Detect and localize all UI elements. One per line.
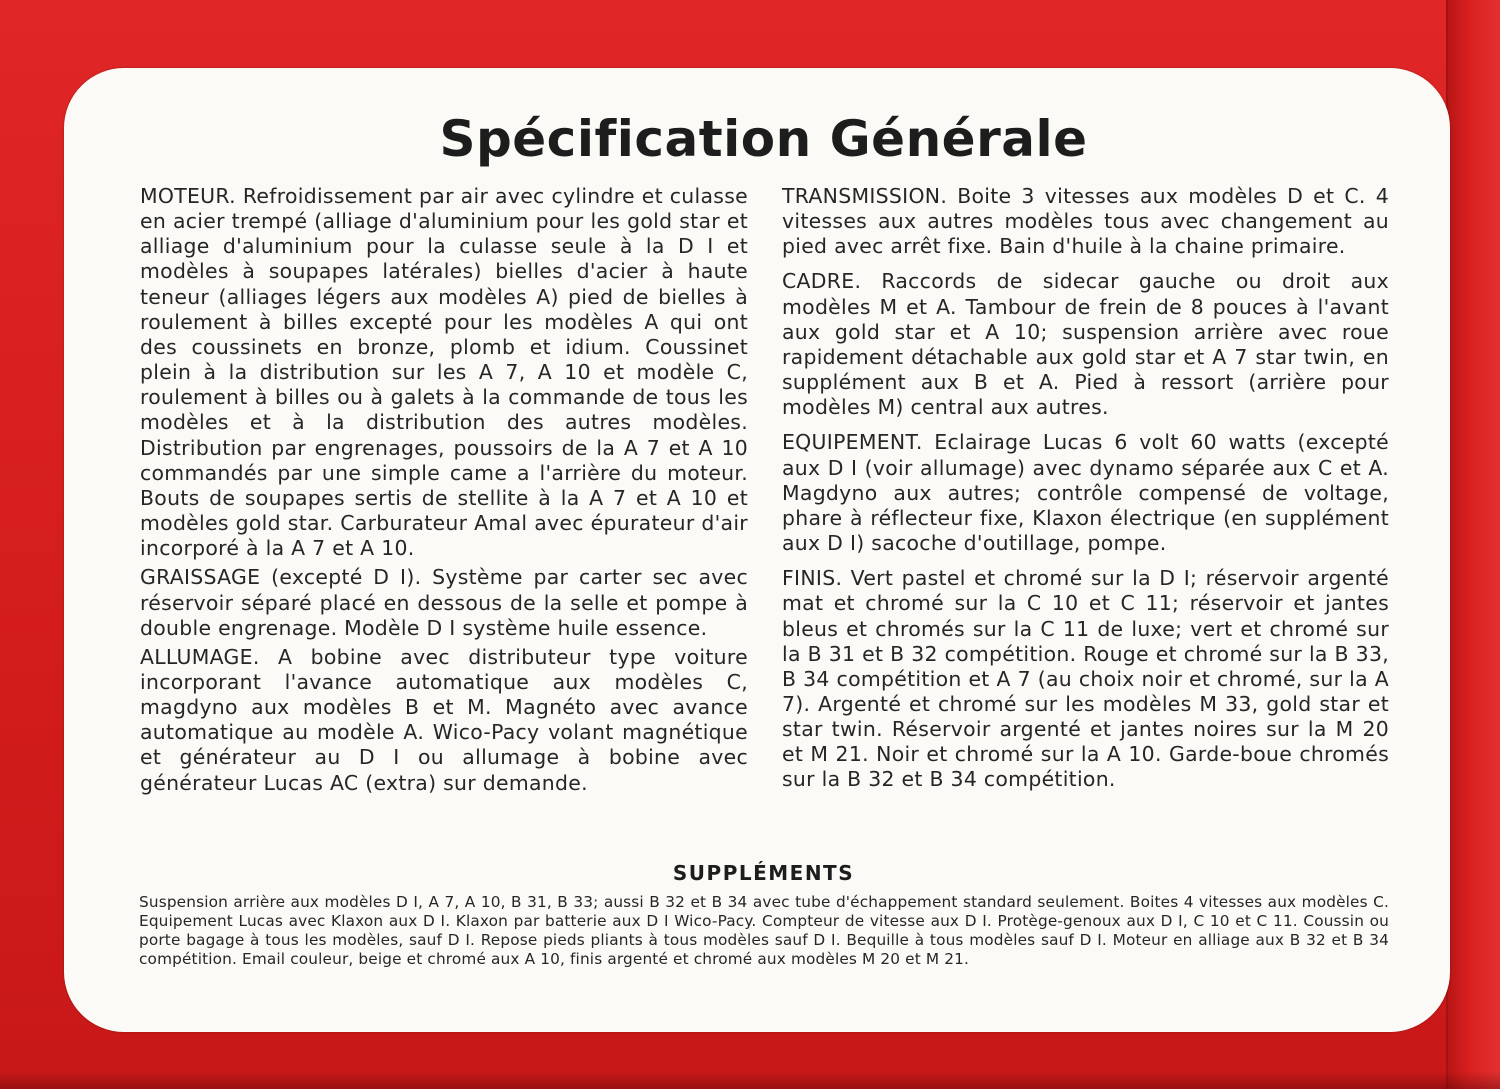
- section-text-equipement: Eclairage Lucas 6 volt 60 watts (excepté aux D I (voir allumage) avec dynamo séparée aux C et A. Magdyno aux autres; contrôle compensé de voltage, phare à réflecteur fixe, Klaxon électrique (en supplément aux D I) sacoche d'outillage, pompe.: [782, 430, 1389, 556]
- section-heading-cadre: CADRE.: [782, 269, 862, 294]
- supplements-text: Suspension arrière aux modèles D I, A 7, A 10, B 31, B 33; aussi B 32 et B 34 avec tube d'échappement standard seulement. Boites 4 vitesses aux modèles C. Equipement Lucas avec Klaxon aux D I. Klaxon par batterie aux D I Wico-Pacy. Compteur de vitesse aux D I. Protège-genoux aux D I, C 10 et C 11. Coussin ou porte bagage à tous les modèles, sauf D I. Repose pieds pliants à tous modèles sauf D I. Bequille à tous modèles sauf D I. Moteur en alliage aux B 32 et B 34 compétition. Email couleur, beige et chromé aux A 10, finis argenté et chromé aux modèles M 20 et M 21.: [139, 893, 1389, 968]
- section-heading-finis: FINIS.: [782, 566, 843, 591]
- section-text-graissage: (excepté D I). Système par carter sec avec réservoir séparé placé en dessous de la selle et pompe à double engrenage. Modèle D I système huile essence.: [140, 565, 748, 640]
- section-heading-transmission: TRANSMISSION.: [782, 184, 948, 208]
- section-text-cadre: Raccords de sidecar gauche ou droit aux modèles M et A. Tambour de frein de 8 pouces à l'avant aux gold star et A 10; suspension arrière avec roue rapidement détachable aux gold star et A 7 star twin, en supplément aux B et A. Pied à ressort (arrière pour modèles M) central aux autres.: [782, 269, 1389, 420]
- section-equipement: [782, 430, 1389, 556]
- section-heading-graissage: GRAISSAGE: [140, 565, 261, 590]
- right-column: [782, 184, 1389, 803]
- section-text-finis: Vert pastel et chromé sur la D I; réservoir argenté mat et chromé sur la C 10 et C 11; réservoir et jantes bleus et chromés sur la C 11 de luxe; vert et chromé sur la B 31 et B 32 compétition. Rouge et chromé sur la B 33, B 34 compétition et A 7 (au choix noir et chromé, sur la A 7). Argenté et chromé sur les modèles M 33, gold star et star twin. Réservoir argenté et jantes noires sur la M 20 et M 21. Noir et chromé sur la A 10. Garde-boue chromés sur la B 32 et B 34 compétition.: [782, 566, 1389, 792]
- section-cadre: [782, 269, 1389, 420]
- section-text-moteur: Refroidissement par air avec cylindre et culasse en acier trempé (alliage d'aluminium pour les gold star et alliage d'aluminium pour la culasse seule à la D I et modèles à soupapes latérales) bielles d'acier à haute teneur (alliages légers aux modèles A) pied de bielles à roulement à billes excepté pour les modèles A qui ont des coussinets en bronze, plomb et idium. Coussinet plein à la distribution sur les A 7, A 10 et modèle C, roulement à billes ou à galets à la commande de tous les modèles et à la distribution des autres modèles. Distribution par engrenages, poussoirs de la A 7 et A 10 commandés par une simple came a l'arrière du moteur. Bouts de soupapes sertis de stellite à la A 7 et A 10 et modèles gold star. Carburateur Amal avec épurateur d'air incorporé à la A 7 et A 10.: [140, 184, 748, 561]
- page-title: Spécification Générale: [439, 110, 1088, 168]
- section-allumage: [140, 645, 748, 796]
- section-heading-equipement: EQUIPEMENT.: [782, 430, 923, 455]
- left-column: [140, 184, 748, 800]
- section-heading-allumage: ALLUMAGE.: [140, 644, 260, 669]
- supplements-heading: SUPPLÉMENTS: [672, 861, 855, 885]
- section-text-transmission: Boite 3 vitesses aux modèles D et C. 4 vitesses aux autres modèles tous avec changement au pied avec arrêt fixe. Bain d'huile à la chaine primaire.: [782, 184, 1389, 259]
- section-finis: [782, 566, 1389, 792]
- section-graissage: [140, 565, 748, 640]
- section-transmission: [782, 184, 1389, 259]
- section-moteur: [140, 184, 748, 561]
- section-heading-moteur: MOTEUR.: [140, 184, 236, 208]
- bottom-edge-shadow: [0, 1071, 1500, 1089]
- section-text-allumage: A bobine avec distributeur type voiture incorporant l'avance automatique aux modèles C, magdyno aux modèles B et M. Magnéto avec avance automatique au modèle A. Wico-Pacy volant magnétique et générateur au D I ou allumage à bobine avec générateur Lucas AC (extra) sur demande.: [140, 644, 748, 795]
